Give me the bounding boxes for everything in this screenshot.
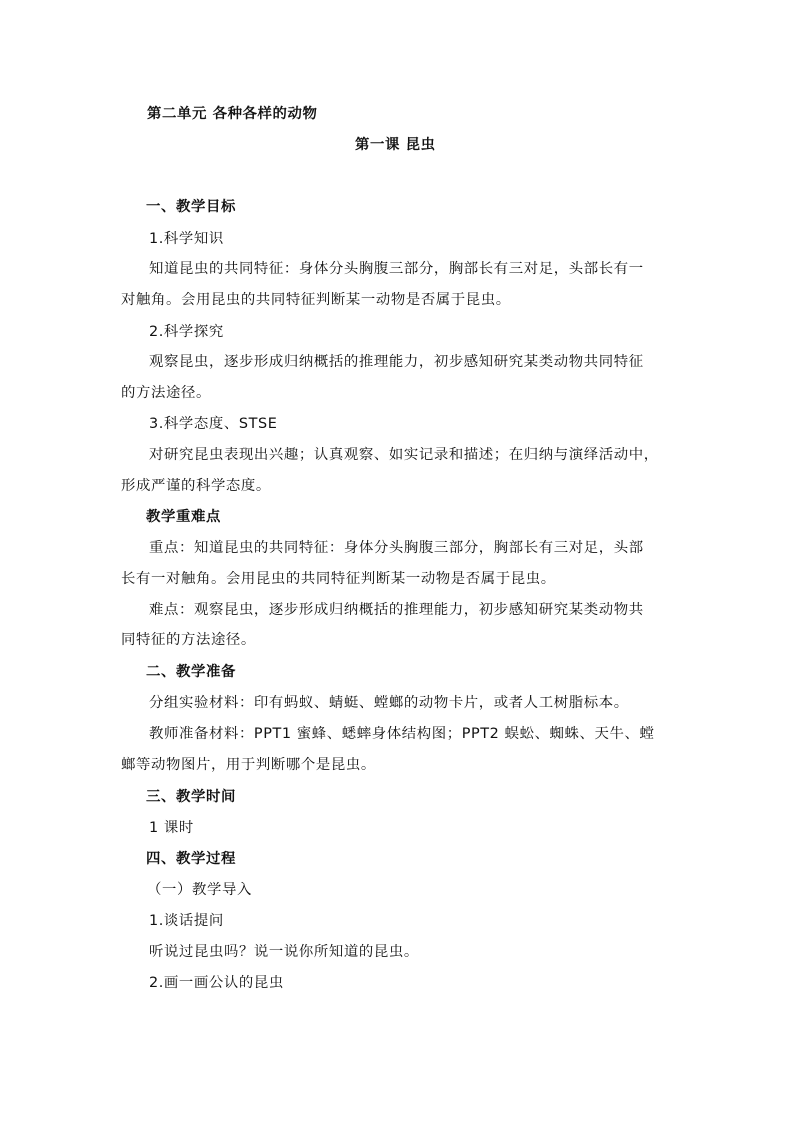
- process-heading: 四、教学过程: [146, 851, 236, 867]
- inquiry-heading: 2.科学探究: [149, 324, 224, 340]
- attitude-heading: 3.科学态度、STSE: [149, 416, 278, 432]
- goals-heading: 一、教学目标: [146, 199, 236, 215]
- lesson-title: 第一课 昆虫: [355, 137, 436, 153]
- key-point-line-1: 重点：知道昆虫的共同特征：身体分头胸腹三部分，胸部长有三对足，头部: [149, 540, 644, 556]
- key-point-line-2: 长有一对触角。会用昆虫的共同特征判断某一动物是否属于昆虫。: [121, 571, 556, 587]
- attitude-line-2: 形成严谨的科学态度。: [121, 478, 271, 494]
- time-value: 1 课时: [149, 820, 194, 836]
- inquiry-line-2: 的方法途径。: [121, 385, 211, 401]
- difficulty-line-1: 难点：观察昆虫，逐步形成归纳概括的推理能力，初步感知研究某类动物共: [149, 602, 644, 618]
- knowledge-heading: 1.科学知识: [149, 231, 224, 247]
- knowledge-line-1: 知道昆虫的共同特征：身体分头胸腹三部分，胸部长有三对足，头部长有一: [149, 261, 644, 277]
- unit-title: 第二单元 各种各样的动物: [147, 106, 318, 122]
- prep-line-2: 教师准备材料：PPT1 蜜蜂、蟋蟀身体结构图；PPT2 蜈蚣、蜘蛛、天牛、螳: [149, 726, 655, 742]
- prep-line-1: 分组实验材料：印有蚂蚁、蜻蜓、螳螂的动物卡片，或者人工树脂标本。: [149, 695, 629, 711]
- process-item-1-text: 听说过昆虫吗？说一说你所知道的昆虫。: [149, 944, 419, 960]
- key-points-heading: 教学重难点: [146, 509, 221, 525]
- process-section-1: （一）教学导入: [147, 882, 252, 898]
- time-heading: 三、教学时间: [146, 789, 236, 805]
- prep-line-3: 螂等动物图片，用于判断哪个是昆虫。: [121, 757, 376, 773]
- attitude-line-1: 对研究昆虫表现出兴趣；认真观察、如实记录和描述；在归纳与演绎活动中，: [149, 447, 659, 463]
- inquiry-line-1: 观察昆虫，逐步形成归纳概括的推理能力，初步感知研究某类动物共同特征: [149, 354, 644, 370]
- process-item-2: 2.画一画公认的昆虫: [149, 975, 284, 991]
- difficulty-line-2: 同特征的方法途径。: [121, 632, 256, 648]
- knowledge-line-2: 对触角。会用昆虫的共同特征判断某一动物是否属于昆虫。: [121, 292, 511, 308]
- prep-heading: 二、教学准备: [146, 664, 236, 680]
- process-item-1: 1.谈话提问: [149, 913, 224, 929]
